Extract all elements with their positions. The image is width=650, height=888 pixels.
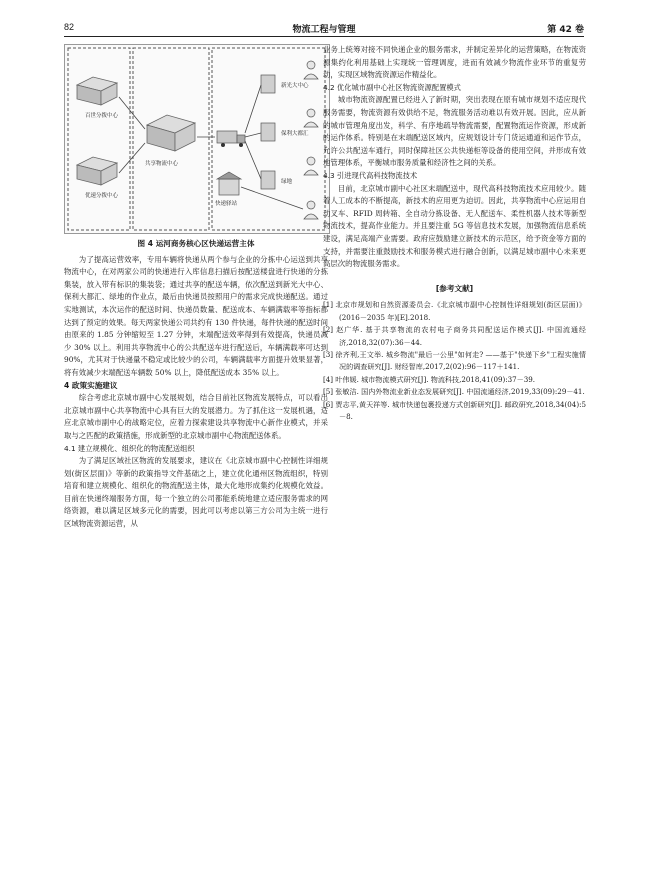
building-icon-lvdi [261,171,275,189]
page-number: 82 [64,22,75,32]
left-column [64,44,328,531]
figure-caption: 图 4 运河商务核心区快递运营主体 [137,239,255,248]
figure-4 [64,44,330,234]
section-heading-4-3: 4.3 引进现代高科技物流技术 [323,170,418,180]
arrow-to-xinguang [245,85,261,133]
reference-item: [1] 北京市规划和自然资源委员会.《北京城市副中心控制性详细规划(街区层面)》(2016－2035 年)[E].2018. [323,300,586,322]
label-shared: 共享物流中心 [145,161,179,167]
journal-title: 物流工程与管理 [292,25,356,35]
body-paragraph: 业务上统筹对接不同快递企业的服务需求，并制定差异化的运营策略，在物流资源集约化利用基础上实现统一管理调度，进而有效减少物流作业环节的重复劳动，实现区域物流资源运作精益化。 [323,45,586,80]
truck-icon [217,131,245,147]
station-icon [217,172,241,195]
label-baishi: 百世分拨中心 [85,113,119,119]
arrow-to-lvdi [245,141,261,179]
arrow-to-baoli [245,133,261,137]
reference-item: [6] 贾志平,黄天祥等. 城市快递包裹投递方式创新研究[J]. 邮政研究,2018,34(04):5－8. [323,399,586,421]
arrow-baishi-shared [119,97,145,129]
reference-item: [5] 张敏洁. 国内外物流业新业态发展研究[J]. 中国流通经济,2019,33(09):29－41. [323,387,585,397]
volume-label: 第 42 卷 [547,25,584,35]
reference-item: [4] 叶伟媛. 城市物流模式研究[J]. 物流科技,2018,41(09):37－39. [323,374,536,384]
section-heading-4-1: 4.1 建立规模化、组织化的物流配送组织 [64,443,195,453]
running-header [64,22,584,37]
label-lvdi: 绿地 [281,179,293,185]
reference-item: [3] 徐齐利,王文举. 城乡物流"最后一公里"如何走? ——基于"快递下乡"工程实施情况的调查研究[J]. 财经智库,2017,2(02):96－117＋141. [323,349,586,372]
right-column [323,44,586,423]
label-youshu: 优速分拨中心 [85,193,119,199]
body-paragraph: 为了提高运营效率，专用车辆将快递从两个参与企业的分拣中心运送到共享物流中心，在对两家公司的快递进行入库信息扫描后按配送楼盘进行快递的分拣集装，放入带有标识的集装袋；通过共享的配送车辆，依次配送到新光大中心、保利大都汇、绿地的作业点，最后由快递员按照用户的需求完成快递配送。通过实地测试，本次运作的配送时间、快递员数量、配送成本、车辆满载率等指标都达到了预定的效果。每天两家快递公司共约有 130 件快递，每件快递的配送时间由原来的 1.85 分钟缩短至 1.27 分钟，末端配送效率得到有效提高，快递员减少 30% 以上。利用共享物流中心的公共配送车进行配送后，车辆满载率可达到 90%，尤其对于快递量不稳定或比较少的公司，车辆满载率方面提升效果显著，将有效减少末端配送车辆数 50% 以上，降低配送成本 35% 以上。 [64,254,328,377]
label-xinguang: 新光大中心 [281,83,309,89]
section-heading-4-2: 4.2 优化城市副中心社区物流资源配置模式 [323,82,461,92]
body-paragraph: 城市物流资源配置已经进入了新时期，突出表现在原有城市规划不适应现代服务需要，物流资源有效供给不足，物流服务活动难以有效开展。因此，应从新的城市管理角度出发，科学、有序地疏导物流需要，配置物流运作资源，形成新的运作体系。特别是在末端配送区域内，应规划设计专门货运通道和运作节点，允许公共配送车通行，同时保障社区公共快递柜等设备的使用空间，并形成有效地管理体系，平衡城市服务质量和经济性之间的关系。 [323,95,586,168]
arrow-station-user [241,187,303,209]
arrow-youshu-shared [119,143,145,173]
building-icon-baoli [261,123,275,141]
references-title: [参考文献] [435,283,474,293]
warehouse-icon-shared [147,115,195,151]
warehouse-icon-youshu [77,157,117,185]
body-paragraph: 目前，北京城市副中心社区末端配送中，现代高科技物流技术应用较少。随着人工成本的不断提高，新技术的应用更为迫切。因此，共享物流中心应运用自动叉车、RFID 周转箱、全自动分拣设备、无人配送车、柔性机器人技术等新型物流技术，提高作业能力。并且要注重 5G 等信息技术发展，加强物流信息系统建设，满足高端产业需要。政府应鼓励建立新技术的示范区，给予资金等方面的支持，并需要注重鼓励技术和服务模式进行融合创新，以满足城市副中心未来更高层次的物流服务需求。 [323,183,586,269]
region-distribution-centers [68,48,130,230]
label-station: 快递驿站 [215,201,238,207]
label-baoli: 保利大都汇 [281,131,309,137]
reference-item: [2] 赵广华. 基于共享物流的农村电子商务共同配送运作模式[J]. 中国流通经济,2018,32(07):36－44. [323,325,586,347]
section-heading-4: 4 政策实施建议 [64,380,118,390]
warehouse-icon-baishi [77,77,117,105]
body-paragraph: 综合考虑北京城市副中心发展规划，结合目前社区物流发展特点，可以看出北京城市副中心共享物流中心具有巨大的发展潜力。为了抓住这一发展机遇，适应北京城市副中心的战略定位，应着力探索建设共享物流中心新作业模式，并采取与之匹配的政策措施，形成新型的北京城市副中心物流配送体系。 [64,393,328,440]
body-paragraph: 为了满足区域社区物流的发展要求，建议在《北京城市副中心控制性详细规划(街区层面)》等新的政策指导文件基础之上，建立优化通州区物流组织，特别培育和建立规模化、组织化的物流配送主体，最大化地形成集约化规模化效益。目前在快递终端服务方面，每一个独立的公司都能系统地建立适应服务需求的网络资源，难以满足区域多元化的需要，因此可以考虑以第三方公司为主统一进行区域物流资源运营，从 [64,456,328,529]
logistics-diagram [65,45,329,233]
building-icon-xinguang [261,75,275,93]
